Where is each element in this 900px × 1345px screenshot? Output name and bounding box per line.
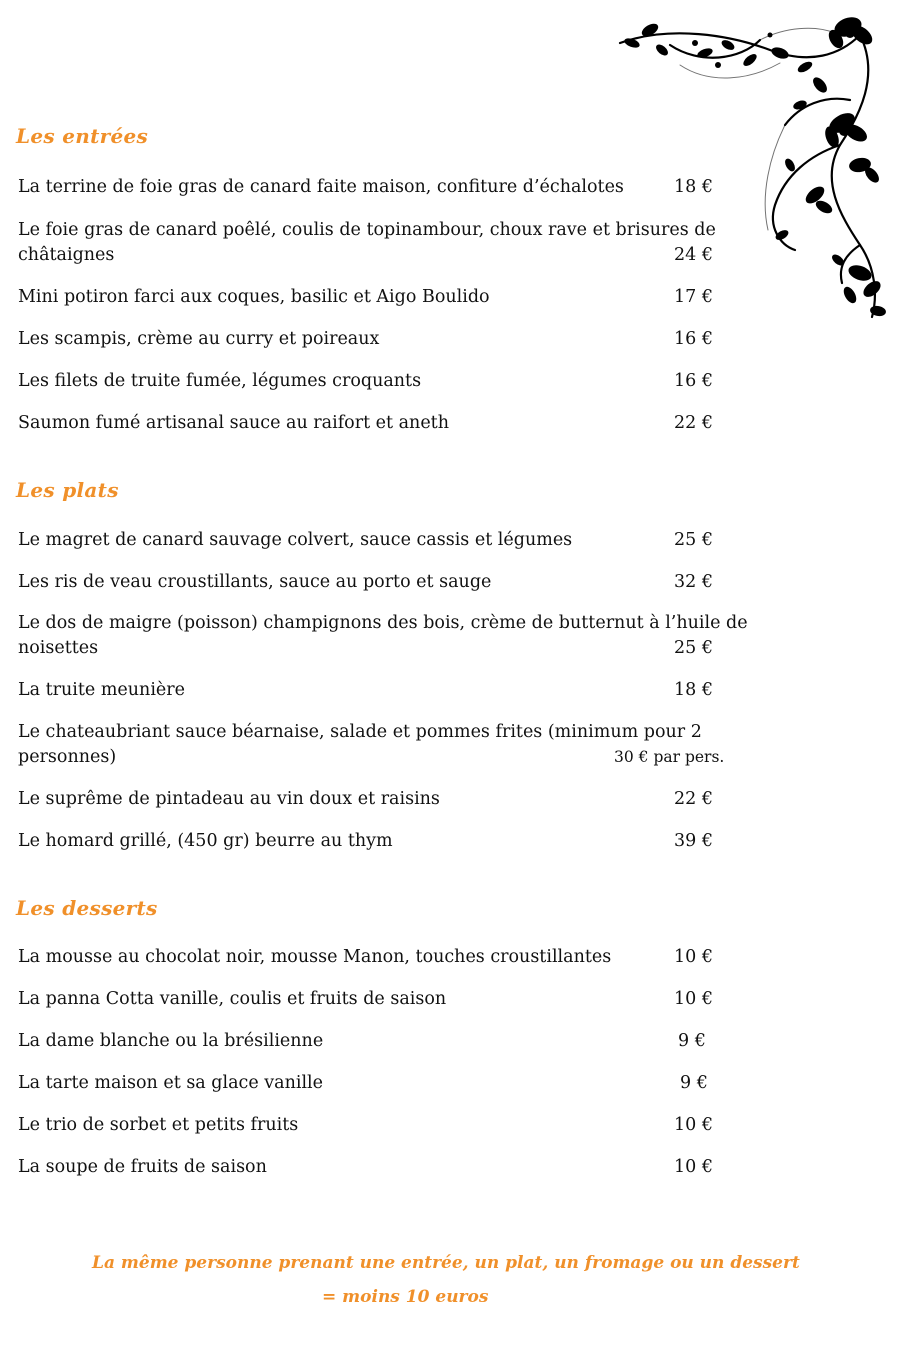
menu-item	[18, 720, 778, 770]
dish-price: 10 €	[674, 989, 713, 1009]
dish-price: 25 €	[674, 638, 713, 658]
menu-item	[18, 175, 778, 200]
dish-price: 10 €	[674, 1115, 713, 1135]
dish-price: 24 €	[674, 245, 713, 265]
dish-price: 16 €	[674, 371, 713, 391]
dish-price: 17 €	[674, 287, 713, 307]
dish-price: 39 €	[674, 831, 713, 851]
dish-name-continued: personnes)	[18, 747, 117, 767]
dish-name: La dame blanche ou la brésilienne	[18, 1031, 324, 1051]
menu-item	[18, 1155, 778, 1180]
dish-name: La soupe de fruits de saison	[18, 1157, 267, 1177]
dish-name: Les filets de truite fumée, légumes croquants	[18, 371, 422, 391]
dish-name: La mousse au chocolat noir, mousse Manon, touches croustillantes	[18, 947, 612, 967]
dish-name: Les ris de veau croustillants, sauce au porto et sauge	[18, 572, 492, 592]
menu-item	[18, 611, 778, 661]
dish-name: Le homard grillé, (450 gr) beurre au thym	[18, 831, 393, 851]
dish-name: Le trio de sorbet et petits fruits	[18, 1115, 299, 1135]
menu-item	[18, 411, 778, 436]
menu-item	[18, 570, 778, 595]
dish-price: 18 €	[674, 680, 713, 700]
menu-item	[18, 528, 778, 553]
dish-name: Le dos de maigre (poisson) champignons des bois, crème de butternut à l’huile de	[18, 613, 748, 633]
dish-price: 25 €	[674, 530, 713, 550]
dish-name: Les scampis, crème au curry et poireaux	[18, 329, 380, 349]
menu-item	[18, 787, 778, 812]
dish-price: 18 €	[674, 177, 713, 197]
dish-name: Mini potiron farci aux coques, basilic et Aigo Boulido	[18, 287, 490, 307]
section-title-desserts: Les desserts	[16, 896, 158, 920]
footer-offer-line2: = moins 10 euros	[322, 1287, 489, 1307]
menu-item	[18, 285, 778, 310]
menu-item	[18, 1071, 778, 1096]
menu-item	[18, 218, 778, 268]
section-title-plats: Les plats	[16, 478, 119, 502]
dish-name-continued: châtaignes	[18, 245, 115, 265]
dish-name: La tarte maison et sa glace vanille	[18, 1073, 323, 1093]
menu-item	[18, 987, 778, 1012]
dish-price: 30 € par pers.	[614, 748, 725, 766]
dish-price: 10 €	[674, 1157, 713, 1177]
dish-name: La panna Cotta vanille, coulis et fruits de saison	[18, 989, 447, 1009]
dish-price: 9 €	[680, 1073, 708, 1093]
dish-price: 22 €	[674, 413, 713, 433]
dish-price: 16 €	[674, 329, 713, 349]
menu-item	[18, 945, 778, 970]
menu-item	[18, 369, 778, 394]
dish-name: La truite meunière	[18, 680, 186, 700]
menu-item	[18, 678, 778, 703]
menu-item	[18, 1113, 778, 1138]
footer-offer-line1: La même personne prenant une entrée, un plat, un fromage ou un dessert	[92, 1253, 800, 1273]
dish-name: Le foie gras de canard poêlé, coulis de topinambour, choux rave et brisures de	[18, 220, 716, 240]
menu-item	[18, 1029, 778, 1054]
menu-item	[18, 327, 778, 352]
menu-item	[18, 829, 778, 854]
dish-name-continued: noisettes	[18, 638, 99, 658]
dish-name: Le chateaubriant sauce béarnaise, salade et pommes frites (minimum pour 2	[18, 722, 702, 742]
dish-price: 22 €	[674, 789, 713, 809]
floral-swirl-icon	[610, 5, 895, 325]
dish-price: 32 €	[674, 572, 713, 592]
dish-name: La terrine de foie gras de canard faite maison, confiture d’échalotes	[18, 177, 624, 197]
dish-name: Le magret de canard sauvage colvert, sauce cassis et légumes	[18, 530, 573, 550]
dish-price: 10 €	[674, 947, 713, 967]
dish-name: Saumon fumé artisanal sauce au raifort et aneth	[18, 413, 449, 433]
section-title-entrees: Les entrées	[16, 124, 149, 148]
dish-name: Le suprême de pintadeau au vin doux et raisins	[18, 789, 440, 809]
dish-price: 9 €	[678, 1031, 706, 1051]
